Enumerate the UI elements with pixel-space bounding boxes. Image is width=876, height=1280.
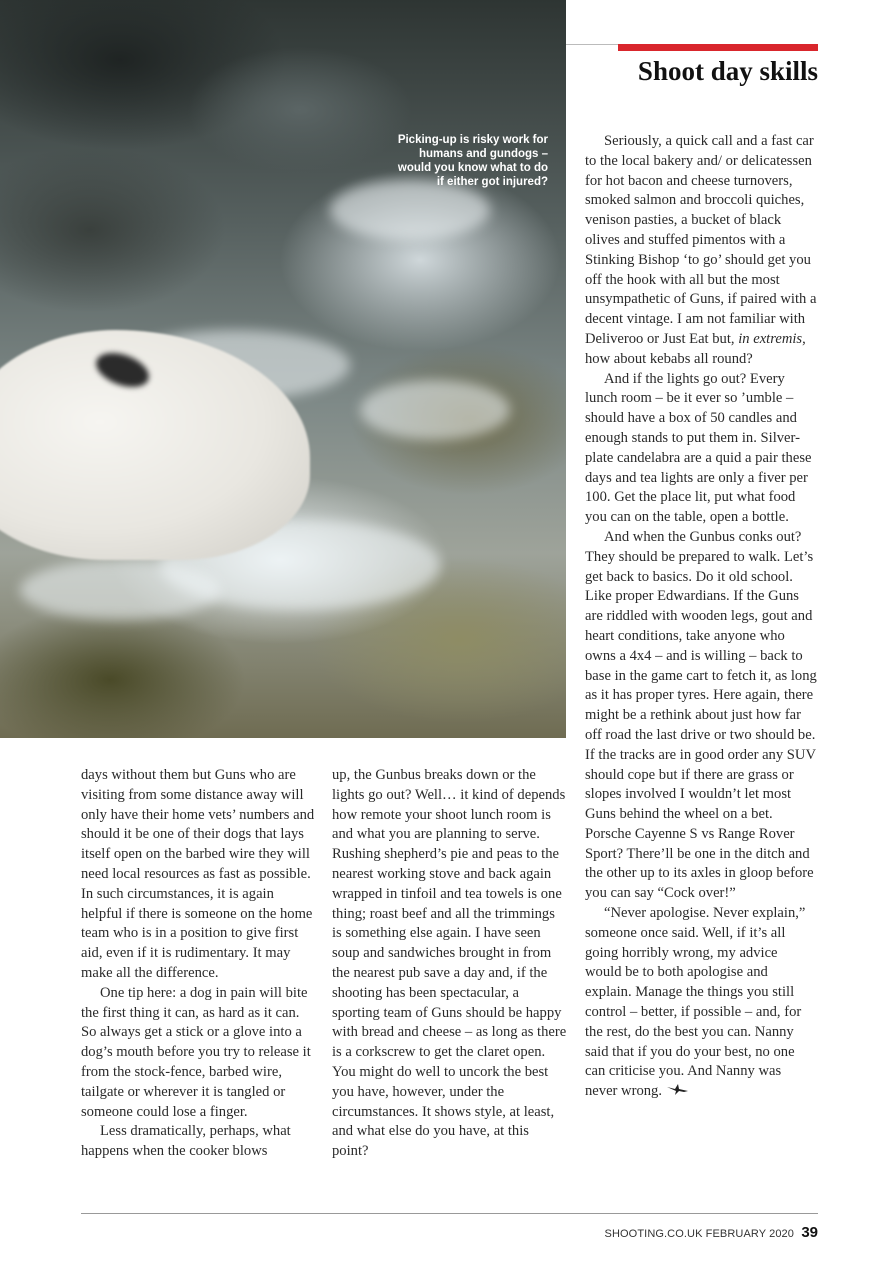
paragraph-text: Seriously, a quick call and a fast car to the local bakery and/ or delicatessen for hot bacon and cheese turnovers, smoked salmon and broccoli quiches, venison pasties, a bucket of black olives and stuffed pimentos with a Stinking Bishop ‘to go’ should get you off the hook with all but the most unsympathetic of Guns, if paired with a decent vintage. I am not familiar with Deliveroo or Just Eat but, xyxy=(585,133,817,347)
paragraph: days without them but Guns who are visiting from some distance away will only have their home vets’ numbers and should it be one of their dogs that lays itself open on the barbed wire they will need local resources as fast as possible. In such circumstances, it is again helpful if there is someone on the home team who is in a position to give first aid, even if it is rudimentary. It may make all the difference. xyxy=(81,767,315,981)
photo-caption: Picking-up is risky work for humans and gundogs – would you know what to do if either got injured? xyxy=(397,134,548,188)
article-column-1 xyxy=(81,766,317,1162)
paragraph: up, the Gunbus breaks down or the lights go out? Well… it kind of depends how remote your shoot lunch room is and what you are planning to serve. Rushing shepherd’s pie and peas to the nearest working stove and back again wrapped in tinfoil and tea towels is one thing; roast beef and all the trimmings is something else again. I have seen soup and sandwiches brought in from the nearest pub save a day and, if the shooting has been spectacular, a sporting team of Guns should be happy with bread and cheese – as long as there is a corkscrew to get the claret open. You might do well to uncork the best you have, however, under the circumstances. It shows style, at least, and what else do you have, at this point? xyxy=(332,767,567,1160)
italic-phrase: in extremis xyxy=(738,330,803,347)
header-thin-rule xyxy=(566,44,618,45)
article-column-2 xyxy=(332,766,568,1162)
water-foam xyxy=(330,180,490,240)
paragraph-text: “Never apologise. Never explain,” someone once said. Well, if it’s all going horribly wrong, my advice would be to both apologise and explain. Manage the things you still control – better, if possible – and, for the rest, do the best you can. Nanny said that if you do your best, no one can criticise you. And Nanny was never wrong. xyxy=(585,905,806,1100)
paragraph xyxy=(585,904,817,1102)
page-number: 39 xyxy=(801,1224,818,1241)
water-foam xyxy=(360,380,510,440)
paragraph: One tip here: a dog in pain will bite the first thing it can, as hard as it can. So always get a stick or a glove into a dog’s mouth before you try to release it from the stock-fence, barbed wire, tailgate or wherever it is tangled or someone could lose a finger. xyxy=(81,984,311,1120)
water-foam xyxy=(20,560,220,620)
paragraph-text: , how about kebabs all round? xyxy=(585,330,806,367)
header-accent-bar xyxy=(618,44,818,51)
section-title: Shoot day skills xyxy=(637,56,818,86)
paragraph: And if the lights go out? Every lunch room – be it ever so ’umble – should have a box of 50 candles and enough stands to put them in. Silver-plate candelabra are a quid a pair these days and tea lights are only a fiver per 100. Get the place lit, put what food you can on the table, open a bottle. xyxy=(585,370,812,526)
paragraph: Less dramatically, perhaps, what happens when the cooker blows xyxy=(81,1123,291,1160)
footer-publication: SHOOTING.CO.UK FEBRUARY 2020 xyxy=(604,1228,794,1240)
hero-photo xyxy=(0,0,566,738)
paragraph: And when the Gunbus conks out? They should be prepared to walk. Let’s get back to basics. Do it old school. Like proper Edwardians. If the Guns are riddled with wooden legs, gout and heart conditions, take anyone who owns a 4x4 – and is willing – back to base in the game cart to fetch it, as long as it has proper tyres. Here again, there might be a rethink about just how far off road the last drive or two should be. If the tracks are in good order any SUV should cope but if there are grass or slopes involved I wouldn’t let most Guns behind the wheel on a bet. Porsche Cayenne S vs Range Rover Sport? There’ll be one in the ditch and the other up to its axles in gloop before you can say “Cock over!” xyxy=(585,528,817,902)
bird-end-mark-icon xyxy=(666,1082,690,1096)
article-column-3 xyxy=(585,132,817,1102)
paragraph xyxy=(585,132,817,370)
footer-rule xyxy=(81,1213,818,1214)
